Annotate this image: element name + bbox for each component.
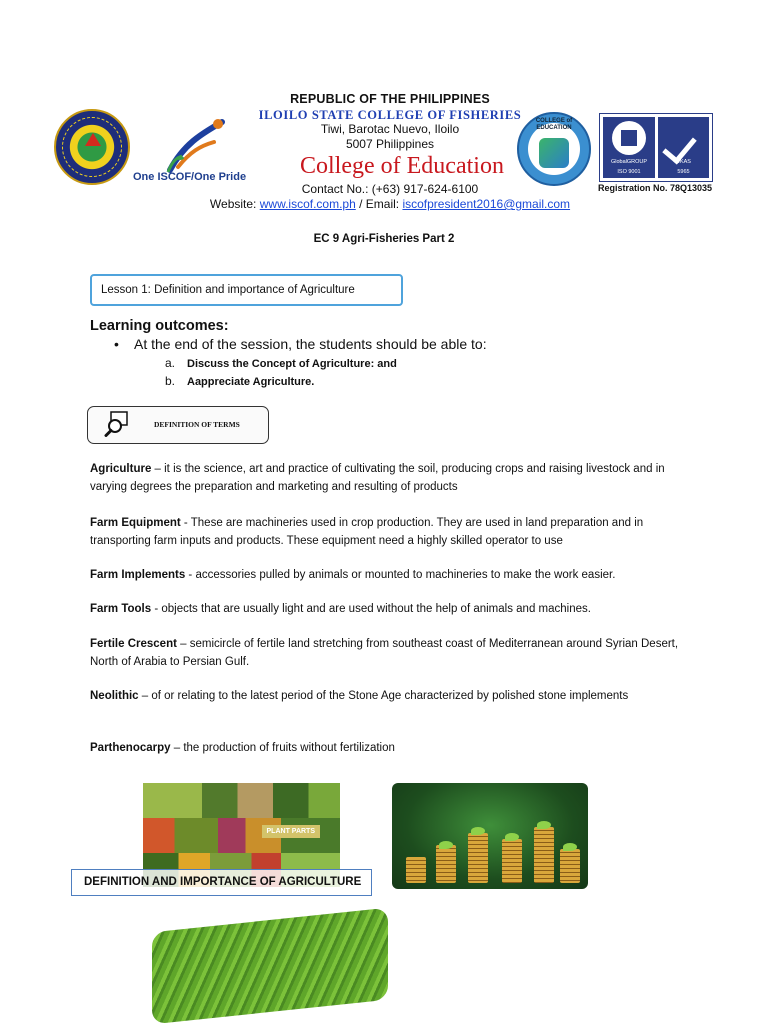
- iso-group-label: GlobalGROUP: [610, 159, 648, 165]
- term-definition: [90, 636, 680, 671]
- term-name: Neolithic: [90, 690, 139, 702]
- definition-of-terms-label: DEFINITION OF TERMS: [154, 420, 240, 429]
- learning-outcomes-intro: [114, 336, 487, 352]
- course-title: EC 9 Agri-Fisheries Part 2: [313, 233, 455, 245]
- department-title: College of Education: [300, 153, 504, 179]
- address-line-1: Tiwi, Barotac Nuevo, Iloilo: [320, 122, 460, 136]
- email-label: / Email:: [355, 197, 403, 211]
- bullet-icon: •: [114, 336, 119, 352]
- email-link[interactable]: iscofpresident2016@gmail.com: [402, 197, 571, 211]
- plant-parts-tag: PLANT PARTS: [262, 825, 320, 838]
- term-text: – the production of fruits without fertilization: [170, 742, 395, 754]
- term-text: – of or relating to the latest period of the Stone Age characterized by polished stone implements: [138, 690, 629, 702]
- learning-outcomes-heading: Learning outcomes:: [90, 318, 229, 334]
- ukas-label: UKAS: [676, 159, 691, 165]
- iso-certification-badge: [599, 113, 713, 182]
- term-definition: [90, 688, 680, 706]
- outcome-marker: a.: [165, 356, 176, 370]
- section-caption-box: DEFINITION AND IMPORTANCE OF AGRICULTURE: [71, 869, 372, 896]
- term-text: - accessories pulled by animals or mounted to machineries to make the work easier.: [185, 569, 616, 581]
- pride-logo-text: One ISCOF/One Pride: [133, 171, 247, 183]
- definition-of-terms-banner: [87, 406, 269, 444]
- republic-heading: REPUBLIC OF THE PHILIPPINES: [290, 92, 490, 106]
- ukas-number: 5965: [677, 169, 690, 175]
- term-name: Agriculture: [90, 463, 152, 475]
- term-text: – it is the science, art and practice of cultivating the soil, producing crops and raising livestock and in varying degrees the preparation and marketing and resulting of products: [90, 463, 665, 493]
- rice-field-image: [152, 908, 388, 1024]
- contact-number: Contact No.: (+63) 917-624-6100: [301, 182, 479, 196]
- lesson-title-box: Lesson 1: Definition and importance of Agriculture: [90, 274, 403, 306]
- term-name: Fertile Crescent: [90, 638, 177, 650]
- term-name: Farm Tools: [90, 603, 152, 615]
- website-link[interactable]: www.iscof.com.ph: [259, 197, 356, 211]
- magnifier-icon: [104, 411, 130, 437]
- address-line-2: 5007 Philippines: [345, 137, 435, 151]
- term-name: Parthenocarpy: [90, 742, 171, 754]
- term-definition: [90, 461, 680, 496]
- outcome-text: Discuss the Concept of Agriculture: and: [187, 358, 397, 370]
- term-name: Farm Equipment: [90, 517, 181, 529]
- college-name: ILOILO STATE COLLEGE OF FISHERIES: [258, 108, 522, 122]
- coins-and-seedlings-image: [392, 783, 588, 889]
- term-definition: [90, 567, 680, 585]
- iso-standard-label: ISO 9001: [617, 169, 641, 175]
- website-label: Website:: [209, 197, 260, 211]
- term-text: - These are machineries used in crop production. They are used in land preparation and in transporting farm inputs and products. These equipment need a highly skilled operator to use: [90, 517, 644, 547]
- registration-number: Registration No. 78Q13035: [598, 183, 713, 193]
- intro-text: At the end of the session, the students should be able to:: [134, 336, 487, 352]
- outcome-item: [165, 356, 397, 370]
- coe-seal-label: COLLEGE of EDUCATION: [535, 118, 573, 131]
- term-definition: [90, 740, 680, 758]
- term-name: Farm Implements: [90, 569, 186, 581]
- term-definition: [90, 601, 680, 619]
- outcome-marker: b.: [165, 374, 176, 388]
- website-email-line: [140, 197, 640, 211]
- outcome-text: Aappreciate Agriculture.: [187, 376, 315, 388]
- term-definition: [90, 515, 680, 550]
- iscof-seal-logo: [54, 109, 130, 185]
- term-text: - objects that are usually light and are used without the help of animals and machines.: [151, 603, 591, 615]
- term-text: – semicircle of fertile land stretching from southeast coast of Mediterranean around Syrian Desert, North of Arabia to Persian Gulf.: [90, 638, 679, 668]
- outcome-item: [165, 374, 314, 388]
